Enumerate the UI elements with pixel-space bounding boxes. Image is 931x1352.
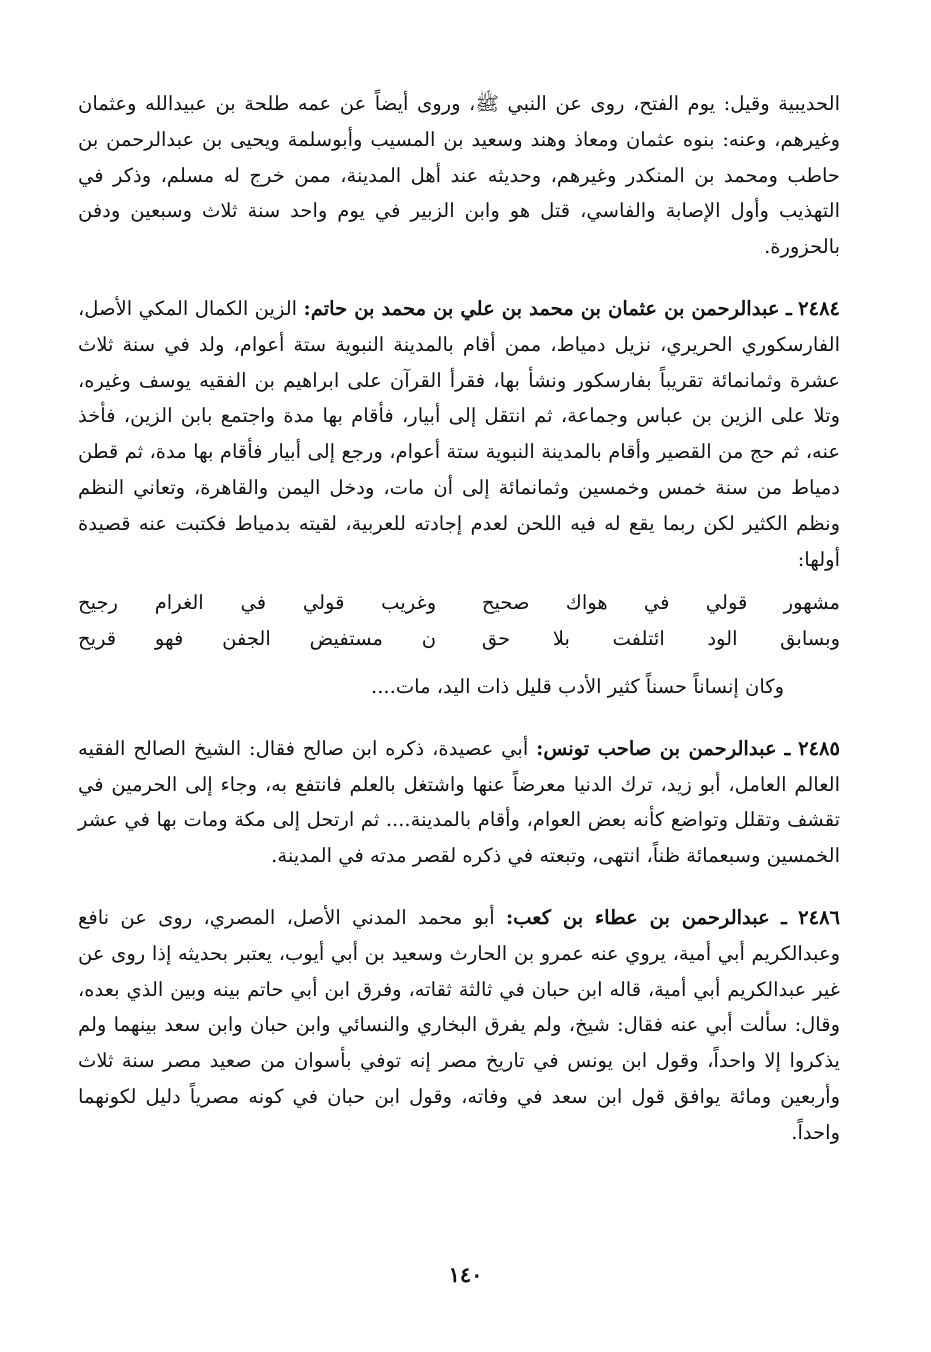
page-body bbox=[78, 86, 840, 1151]
entry-dash: ـ bbox=[785, 296, 792, 320]
poem-line bbox=[78, 585, 840, 621]
entry-continuation bbox=[78, 86, 840, 265]
entry-text: أبو محمد المدني الأصل، المصري، روى عن نافع وعبدالكريم أبي أمية، يروي عنه عمرو بن الحارث وسعيد بن أبي أيوب، يعتبر بحديثه إذا روى عن غير عبدالكريم أبي أمية، قاله ابن حبان في ثالثة ثقاته، وفرق ابن أبي حاتم بينه وبين الذي بعده، وقال: سألت أبي عنه فقال: شيخ، ولم يفرق البخاري والنسائي وابن حبان وابن سعد بينهما ولم يذكروا إلا واحداً، وقول ابن يونس في تاريخ مصر إنه توفي بأسوان من صعيد مصر سنة ثلاث وأربعين ومائة يوافق قول ابن سعد في وفاته، وقول ابن حبان في كونه مصرياً دليل لكونهما واحداً. bbox=[78, 905, 840, 1144]
entry-number: ٢٤٨٦ bbox=[798, 905, 841, 929]
paragraph-gap bbox=[78, 874, 840, 900]
entry-text: الزين الكمال المكي الأصل، الفارسكوري الحريري، نزيل دمياط، ممن أقام بالمدينة النبوية ستة أعوام، ولد في سنة ثلاث عشرة وثمانمائة تقريباً بفارسكور ونشأ بها، فقرأ القرآن على ابراهيم بن الفقيه يوسف وغيره، وتلا على الزين بن عباس وجماعة، ثم انتقل إلى أبيار، فأقام بها مدة واجتمع بابن الزين، فأخذ عنه، ثم حج من القصير وأقام بالمدينة النبوية ستة أعوام، ورجع إلى أبيار فأقام بها مدة، ثم قطن دمياط من سنة خمس وخمسين وثمانمائة إلى أن مات، ودخل اليمن والقاهرة، وتعاني النظم ونظم الكثير لكن ربما يقع له فيه اللحن لعدم إجادته للعربية، لقيته بدمياط فكتبت عنه قصيدة أولها: bbox=[78, 296, 840, 571]
paragraph-gap bbox=[78, 265, 840, 291]
poem-line bbox=[78, 621, 840, 657]
entry-2485 bbox=[78, 731, 840, 874]
poem-hemistich-second: ن مستفيض الجفن فهو قريح bbox=[78, 627, 437, 651]
entry-name: عبدالرحمن بن صاحب تونس: bbox=[536, 736, 777, 760]
entry-text: أبي عصيدة، ذكره ابن صالح فقال: الشيخ الصالح الفقيه العالم العامل، أبو زيد، ترك الدنيا معرضاً عنها واشتغل بالعلم فانتفع به، وجاء إلى الحرمين في تقشف وتقلل وتواضع كأنه بعض العوام، وأقام بالمدينة.... ثم ارتحل إلى مكة ومات بها في عشر الخمسين وسبعمائة ظناً، انتهى، وتبعته في ذكره لقصر مدته في المدينة. bbox=[78, 736, 840, 868]
entry-dash: ـ bbox=[781, 905, 787, 929]
page-number: ١٤٠ bbox=[448, 1262, 483, 1287]
poem-hemistich-first: مشهور قولي في هواك صحيح bbox=[481, 591, 840, 615]
paragraph-gap bbox=[78, 705, 840, 731]
continuation-text: الحديبية وقيل: يوم الفتح، روى عن النبي ﷺ، وروى أيضاً عن عمه طلحة بن عبيدالله وعثمان وغيرهم، وعنه: بنوه عثمان ومعاذ وهند وسعيد بن المسيب وأبوسلمة ويحيى بن عبدالرحمن بن حاطب ومحمد بن المنكدر وغيرهم، وحديثه عند أهل المدينة، ممن خرج له مسلم، وذكر في التهذيب وأول الإصابة والفاسي، قتل هو وابن الزبير في يوم واحد سنة ثلاث وسبعين ودفن بالحزورة. bbox=[78, 92, 840, 259]
poem bbox=[78, 585, 840, 657]
entry-dash: ـ bbox=[784, 736, 791, 760]
poem-hemistich-first: وبسابق الود ائتلفت بلا حق bbox=[481, 627, 840, 651]
entry-name: عبدالرحمن بن عثمان بن محمد بن علي بن محمد بن حاتم: bbox=[303, 296, 780, 320]
entry-number: ٢٤٨٤ bbox=[798, 296, 841, 320]
poem-hemistich-second: وغريب قولي في الغرام رجيح bbox=[78, 591, 437, 615]
entry-2484 bbox=[78, 291, 840, 577]
entry-number: ٢٤٨٥ bbox=[798, 736, 841, 760]
entry-name: عبدالرحمن بن عطاء بن كعب: bbox=[505, 905, 770, 929]
entry-2486 bbox=[78, 900, 840, 1151]
poem-after-text: وكان إنساناً حسناً كثير الأدب قليل ذات اليد، مات.... bbox=[371, 674, 784, 698]
